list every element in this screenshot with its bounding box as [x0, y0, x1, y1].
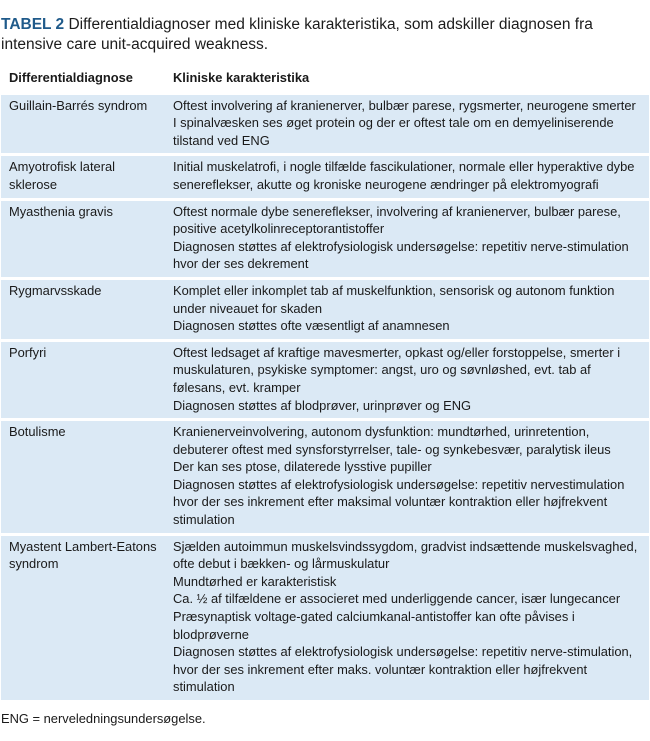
- characteristic-line: Mundtørhed er karakteristisk: [173, 573, 337, 589]
- table-label: TABEL 2: [1, 16, 65, 33]
- characteristic-line: Diagnosen støttes af elektrofysiologisk undersøgelse: repetitiv nervestimulation hvor der ses inkrement efter maksimal voluntær kontraktion eller højfrekvent stimulation: [173, 476, 625, 528]
- caption-text: Differentialdiagnoser med kliniske karakteristika, som adskiller diagnosen fra intensive care unit-acquired weakness.: [1, 16, 593, 53]
- table-row: [1, 155, 649, 199]
- header-diagnosis: Differentialdiagnose: [1, 64, 165, 94]
- characteristic-line: Diagnosen støttes af elektrofysiologisk undersøgelse: repetitiv nerve-stimulation hvor der ses dekrement: [173, 238, 629, 272]
- characteristics-cell: [165, 420, 649, 535]
- diagnosis-cell: Guillain-Barrés syndrom: [1, 94, 165, 155]
- diagnosis-cell: Myastent Lambert-Eatons syndrom: [1, 534, 165, 700]
- table-container: [1, 64, 649, 700]
- characteristic-line: Præsynaptisk voltage-gated calciumkanal-antistoffer kan ofte påvises i blodprøverne: [173, 609, 575, 642]
- table-row: [1, 199, 649, 278]
- characteristics-cell: [165, 155, 649, 199]
- characteristic-line: Initial muskelatrofi, i nogle tilfælde fascikulationer, normale eller hyperaktive dybe senereflekser, akutte og kroniske neurogene ændringer på elektromyografi: [173, 159, 635, 192]
- characteristic-line: I spinalvæsken ses øget protein og der er oftest tale om en demyeliniserende tilstand ved ENG: [173, 115, 614, 148]
- characteristic-line: Ca. ½ af tilfældene er associeret med underliggende cancer, især lungecancer: [173, 591, 621, 607]
- header-characteristics: Kliniske karakteristika: [165, 64, 649, 94]
- characteristics-cell: [165, 94, 649, 155]
- diagnosis-cell: Myasthenia gravis: [1, 199, 165, 278]
- characteristic-line: Diagnosen støttes ofte væsentligt af anamnesen: [173, 318, 450, 334]
- characteristic-line: Oftest involvering af kranienerver, bulbær parese, rygsmerter, neurogene smerter: [173, 97, 636, 113]
- table-caption: [1, 15, 641, 55]
- characteristic-line: Kranienerveinvolvering, autonom dysfunktion: mundtørhed, urinretention, debuterer oftest med synsforstyrrelser, tale- og synkebesvær, paralytisk ileus: [173, 424, 611, 457]
- characteristic-line: Diagnosen støttes af blodprøver, urinprøver og ENG: [173, 397, 472, 413]
- table-row: [1, 94, 649, 155]
- diagnosis-cell: Rygmarvsskade: [1, 278, 165, 340]
- characteristics-cell: [165, 278, 649, 340]
- diagnosis-cell: Amyotrofisk lateral sklerose: [1, 155, 165, 199]
- diagnosis-cell: Porfyri: [1, 340, 165, 419]
- table-row: [1, 340, 649, 419]
- characteristic-line: Sjælden autoimmun muskelsvindssygdom, gradvist indsættende muskelsvaghed, ofte debut i bækken- og lårmuskulatur: [173, 538, 638, 572]
- table-header-row: [1, 64, 649, 94]
- characteristic-line: Oftest normale dybe senereflekser, involvering af kranienerver, bulbær parese, positive acetylkolinreceptorantistoffer: [173, 203, 621, 237]
- table-row: [1, 534, 649, 700]
- table-row: [1, 278, 649, 340]
- characteristic-line: Der kan ses ptose, dilaterede lysstive pupiller: [173, 459, 432, 475]
- characteristics-cell: [165, 534, 649, 700]
- diagnosis-cell: Botulisme: [1, 420, 165, 535]
- characteristic-line: Komplet eller inkomplet tab af muskelfunktion, sensorisk og autonom funktion under niveauet for skaden: [173, 282, 615, 316]
- characteristic-line: Oftest ledsaget af kraftige mavesmerter, opkast og/eller forstoppelse, smerter i muskulaturen, psykiske symptomer: angst, uro og søvnløshed, evt. tab af følesans, evt. kramper: [173, 344, 621, 395]
- table-row: [1, 420, 649, 535]
- table-footnote: ENG = nerveledningsundersøgelse.: [1, 711, 206, 726]
- differential-diagnosis-table: [1, 64, 649, 700]
- characteristics-cell: [165, 199, 649, 278]
- characteristics-cell: [165, 340, 649, 419]
- characteristic-line: Diagnosen støttes af elektrofysiologisk undersøgelse: repetitiv nerve-stimulation, hvor der ses inkrement efter maks. voluntær kontraktion eller højfrekvent stimulation: [173, 644, 633, 695]
